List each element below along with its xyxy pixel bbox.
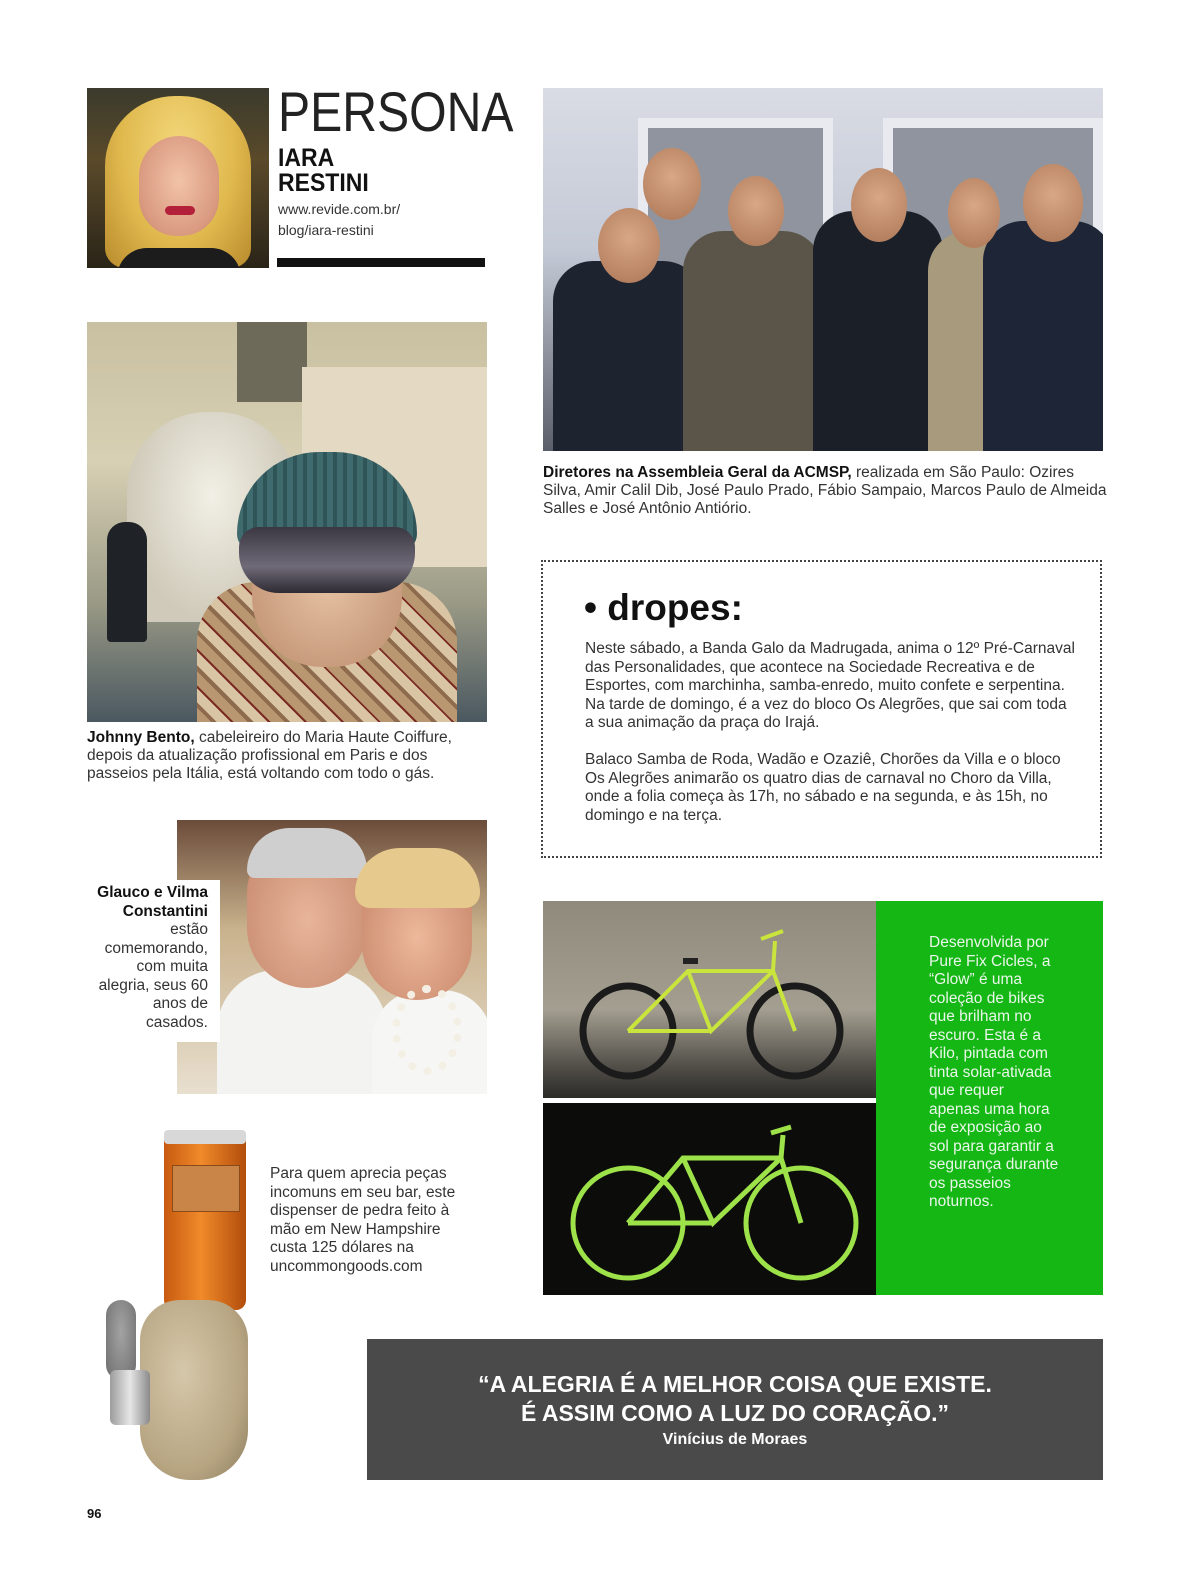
columnist-portrait-photo: [87, 88, 269, 268]
bike-caption: Desenvolvida por Pure Fix Cicles, a “Glow” é uma coleção de bikes que brilham no escuro. Esta é a Kilo, pintada com tinta solar-ativada que requer apenas uma hora de exposição ao sol para garantir a segurança durante os passeios noturnos.: [929, 934, 1059, 1210]
glauco-caption-bold: Glauco e Vilma Constantini: [97, 884, 208, 920]
acmsp-caption: [543, 464, 1107, 518]
dispenser-caption: Para quem aprecia peças incomuns em seu bar, este dispenser de pedra feito à mão em New Hampshire custa 125 dólares na uncommongoods.com: [270, 1165, 456, 1275]
quote-line-2: É ASSIM COMO A LUZ DO CORAÇÃO.”: [520, 1400, 950, 1426]
dropes-paragraph-1: Neste sábado, a Banda Galo da Madrugada, anima o 12º Pré-Carnaval das Personalidades, que acontece na Sociedade Recreativa e de Esportes, com marchinha, samba-enredo, muito confete e serpentina. Na tarde de domingo, é a vez do bloco Os Alegrões, que sai com toda a sua animação da praça do Irajá.: [585, 640, 1075, 731]
bike-glow-illustration: [543, 1103, 876, 1295]
acmsp-caption-text: realizada em São Paulo: Ozires Silva, Amir Calil Dib, José Paulo Prado, Fábio Sampaio, Marcos Paulo de Almeida Salles e José Antônio Antiório.: [543, 464, 1107, 517]
johnny-caption-text: cabeleireiro do Maria Haute Coiffure, depois da atualização profissional em Paris e dos passeios pela Itália, está voltando com todo o gás.: [87, 729, 452, 782]
acmsp-group-photo: [543, 88, 1103, 451]
columnist-name-line1: IARA: [278, 144, 335, 172]
bike-daylight-illustration: [543, 901, 876, 1098]
bike-daylight-photo: [543, 901, 876, 1098]
bike-glow-photo: [543, 1103, 876, 1295]
quote-text: [367, 1370, 1103, 1428]
section-title: PERSONA: [278, 80, 514, 143]
stone-dispenser-photo: [100, 1130, 250, 1480]
quote-author: Vinícius de Moraes: [662, 1431, 808, 1448]
johnny-caption-bold: Johnny Bento,: [87, 729, 195, 746]
glauco-caption-text: estão comemorando, com muita alegria, seus 60 anos de casados.: [98, 921, 208, 1031]
header-divider-bar: [277, 258, 485, 267]
columnist-name-line2: RESTINI: [278, 169, 369, 197]
glauco-caption: [87, 884, 208, 1032]
acmsp-caption-bold: Diretores na Assembleia Geral da ACMSP,: [543, 464, 852, 481]
dropes-title: • dropes:: [584, 587, 743, 628]
glauco-vilma-photo: [177, 820, 487, 1094]
blog-url[interactable]: [278, 199, 400, 241]
johnny-caption: [87, 729, 487, 783]
blog-url-line1: www.revide.com.br/: [278, 201, 401, 217]
page-number: 96: [87, 1506, 102, 1521]
dropes-paragraph-2: Balaco Samba de Roda, Wadão e Ozaziê, Chorões da Villa e o bloco Os Alegrões animarão os quatro dias de carnaval no Choro da Villa, onde a folia começa às 17h, no sábado e na segunda, e às 15h, no domingo e na terça.: [585, 751, 1061, 824]
columnist-name: [278, 146, 369, 196]
blog-url-line2: blog/iara-restini: [278, 222, 374, 238]
quote-line-1: “A ALEGRIA É A MELHOR COISA QUE EXISTE.: [478, 1371, 992, 1397]
johnny-bento-photo: [87, 322, 487, 722]
